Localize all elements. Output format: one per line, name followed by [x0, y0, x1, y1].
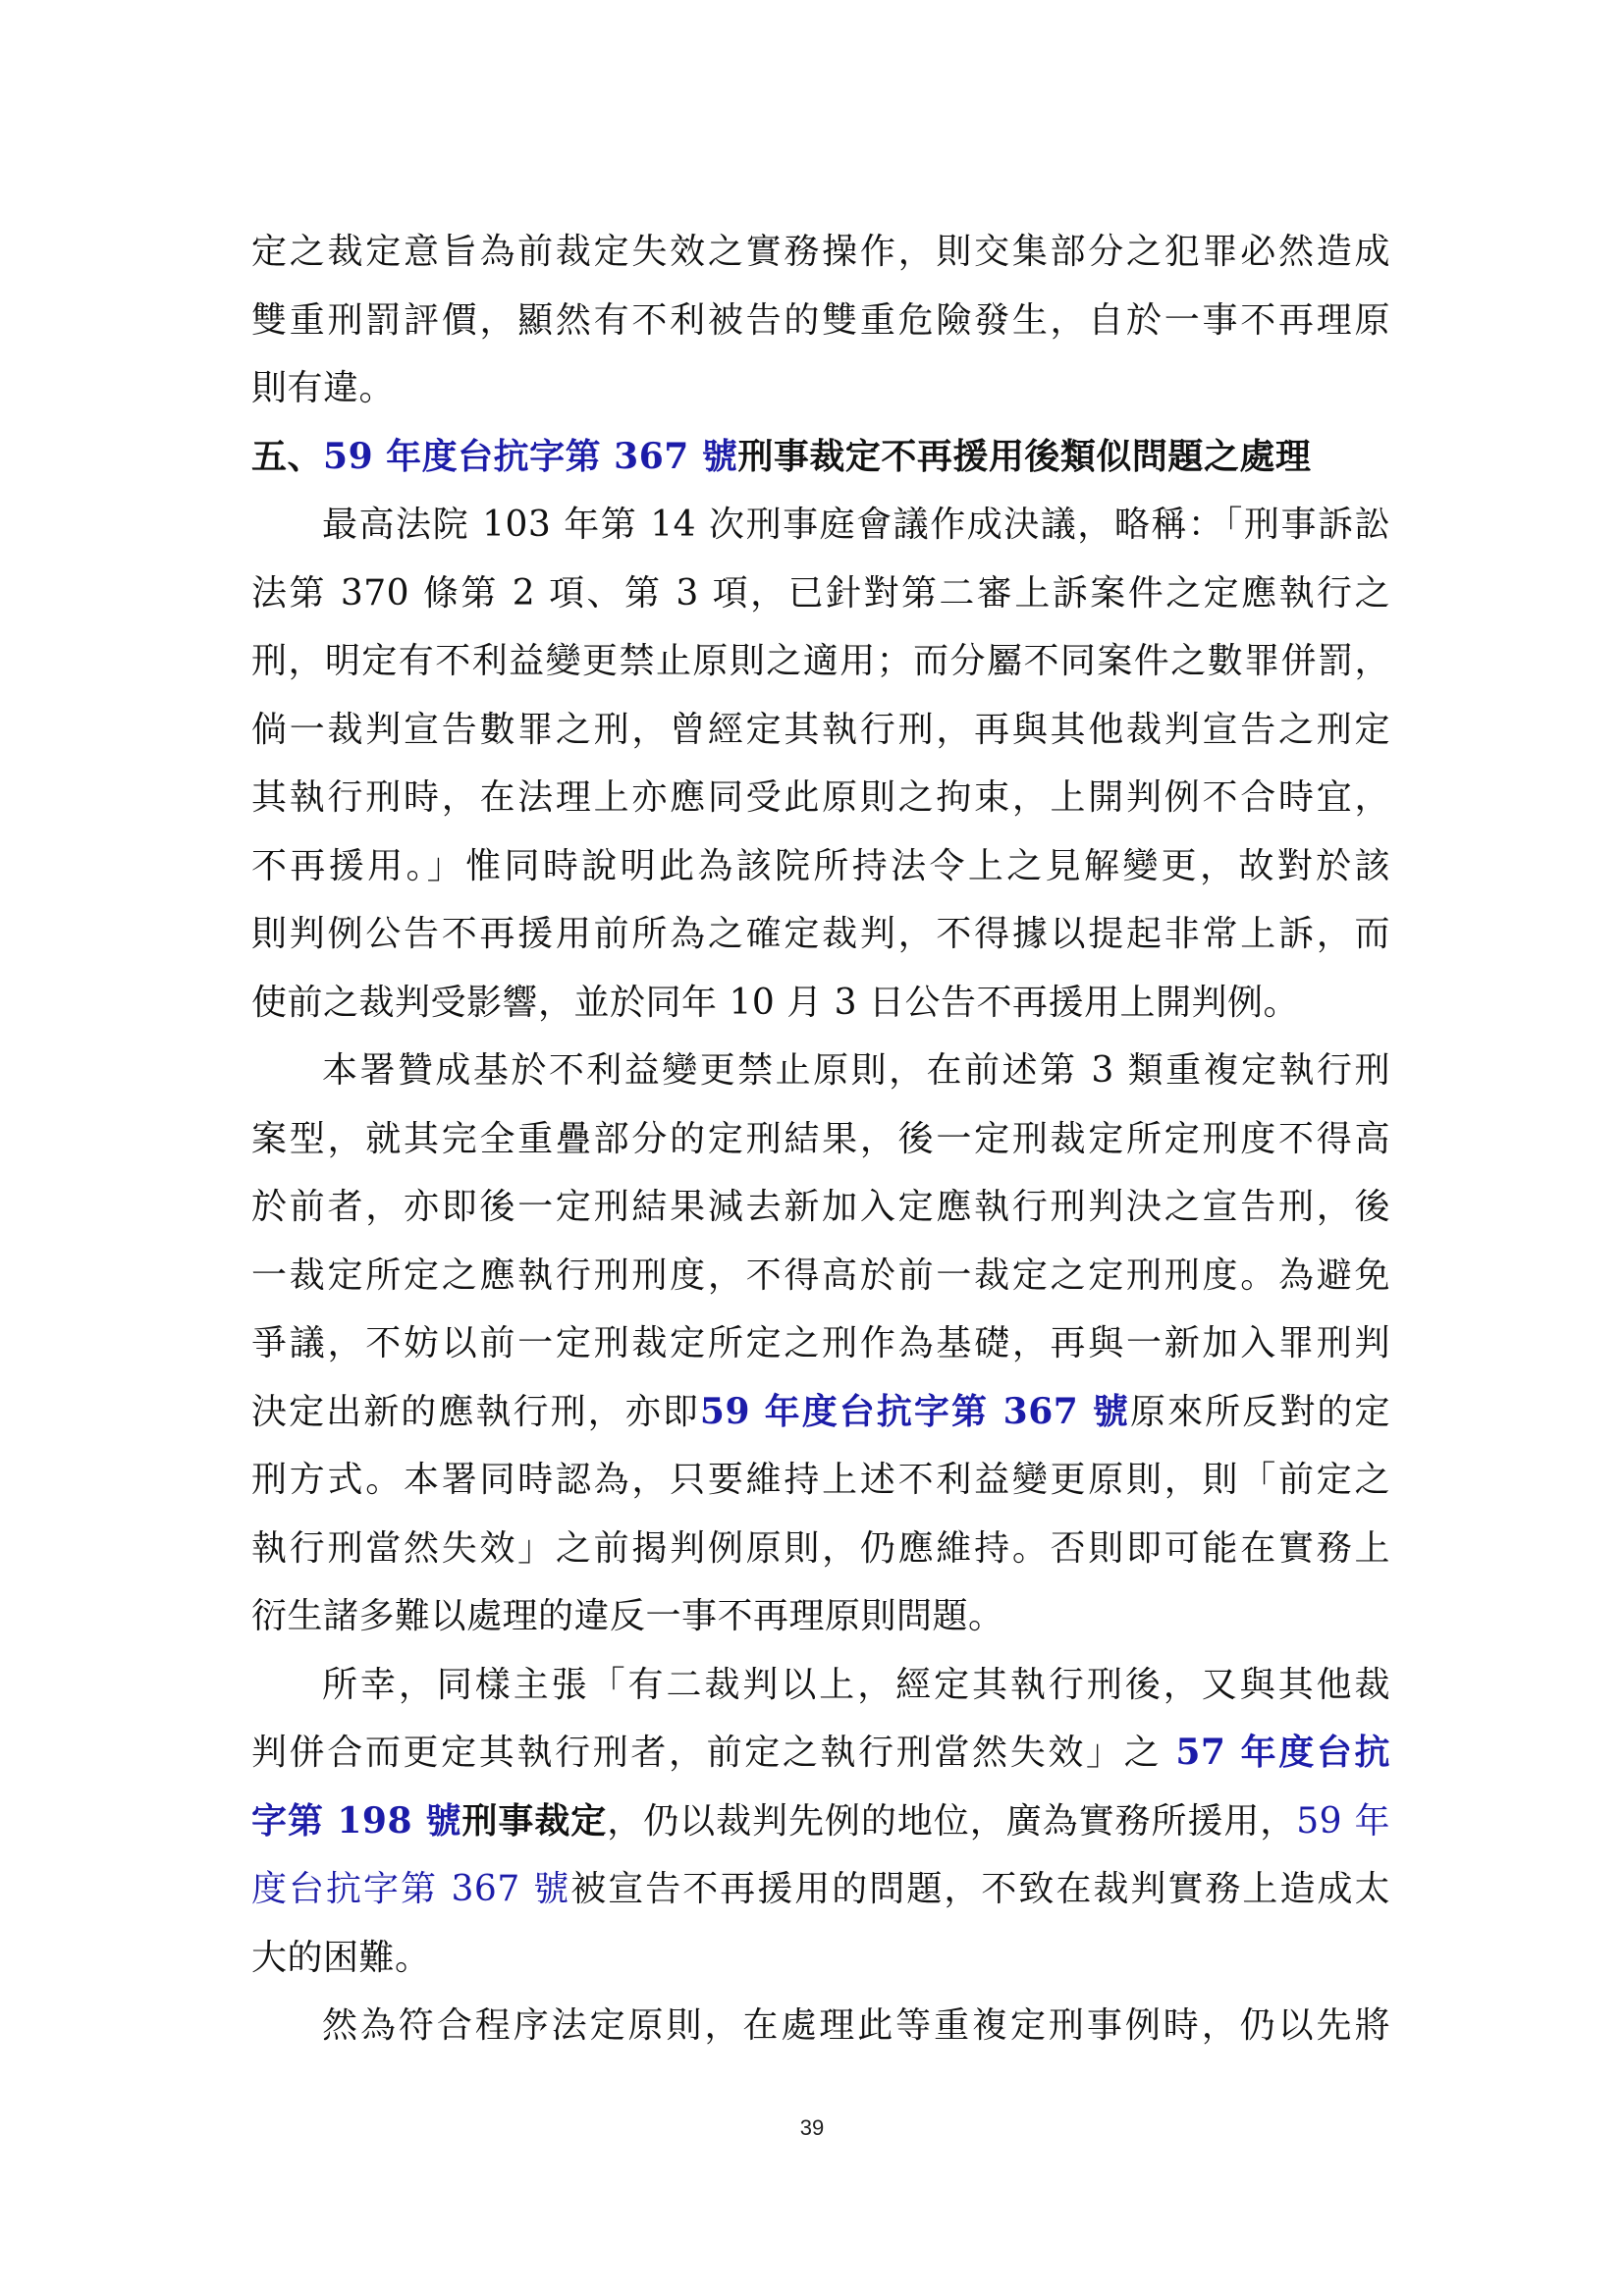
text-line: 判併合而更定其執行刑者，前定之執行刑當然失效」之 57 年度台抗 [251, 1732, 1390, 1773]
text-line: 所幸，同樣主張「有二裁判以上，經定其執行刑後，又與其他裁 [322, 1664, 1390, 1705]
text-line: 案型，就其完全重疊部分的定刑結果，後一定刑裁定所定刑度不得高 [251, 1118, 1390, 1159]
text-line: 決定出新的應執行刑，亦即59 年度台抗字第 367 號原來所反對的定 [251, 1390, 1390, 1432]
section-heading: 五、59 年度台抗字第 367 號刑事裁定不再援用後類似問題之處理 [251, 435, 1312, 477]
text-line: 最高法院 103 年第 14 次刑事庭會議作成決議，略稱：「刑事訴訟 [322, 505, 1390, 545]
text-line: 倘一裁判宣告數罪之刑，曾經定其執行刑，再與其他裁判宣告之刑定 [251, 709, 1390, 750]
text-line: 刑方式。本署同時認為，只要維持上述不利益變更原則，則「前定之 [251, 1460, 1390, 1500]
case-citation: 57 年度台抗 [1175, 1732, 1390, 1773]
text-line: 執行刑當然失效」之前揭判例原則，仍應維持。否則即可能在實務上 [251, 1527, 1390, 1569]
text-line: 於前者，亦即後一定刑結果減去新加入定應執行刑判決之宣告刑，後 [251, 1187, 1390, 1227]
text-line: 大的困難。 [251, 1937, 431, 1978]
case-citation: 度台抗字第 367 號 [251, 1869, 571, 1909]
text-line: 一裁定所定之應執行刑刑度，不得高於前一裁定之定刑刑度。為避免 [251, 1255, 1390, 1296]
text-line: 本署贊成基於不利益變更禁止原則，在前述第 3 類重複定執行刑 [322, 1050, 1390, 1091]
text-line: 則判例公告不再援用前所為之確定裁判，不得據以提起非常上訴，而 [251, 914, 1390, 954]
case-citation: 字第 198 號 [251, 1799, 462, 1842]
text-line: 則有違。 [251, 368, 396, 408]
text-line: 不再援用。」惟同時說明此為該院所持法令上之見解變更，故對於該 [251, 845, 1390, 886]
text-line: 然為符合程序法定原則，在處理此等重複定刑事例時，仍以先將 [322, 2005, 1390, 2046]
text-line: 定之裁定意旨為前裁定失效之實務操作，則交集部分之犯罪必然造成 [251, 232, 1390, 272]
case-citation: 59 年度台抗字第 367 號 [323, 435, 738, 477]
case-citation: 59 年 [1296, 1800, 1390, 1842]
text-line: 衍生諸多難以處理的違反一事不再理原則問題。 [251, 1596, 1004, 1636]
page-number: 39 [799, 2115, 825, 2140]
text-line: 使前之裁判受影響，並於同年 10 月 3 日公告不再援用上開判例。 [251, 982, 1299, 1023]
text-line: 字第 198 號刑事裁定，仍以裁判先例的地位，廣為實務所援用，59 年 [251, 1799, 1390, 1842]
text-line: 法第 370 條第 2 項、第 3 項，已針對第二審上訴案件之定應執行之 [251, 572, 1390, 614]
bold-term: 刑事裁定 [461, 1799, 608, 1842]
text-line: 爭議，不妨以前一定刑裁定所定之刑作為基礎，再與一新加入罪刑判 [251, 1323, 1390, 1363]
text-line: 其執行刑時，在法理上亦應同受此原則之拘束，上開判例不合時宜， [251, 777, 1390, 818]
text-line: 雙重刑罰評價，顯然有不利被告的雙重危險發生，自於一事不再理原 [251, 299, 1390, 341]
text-line: 刑，明定有不利益變更禁止原則之適用；而分屬不同案件之數罪併罰， [251, 641, 1390, 681]
case-citation: 59 年度台抗字第 367 號 [699, 1390, 1131, 1432]
document-body [251, 218, 1390, 2060]
text-line: 度台抗字第 367 號被宣告不再援用的問題，不致在裁判實務上造成太 [251, 1869, 1390, 1909]
